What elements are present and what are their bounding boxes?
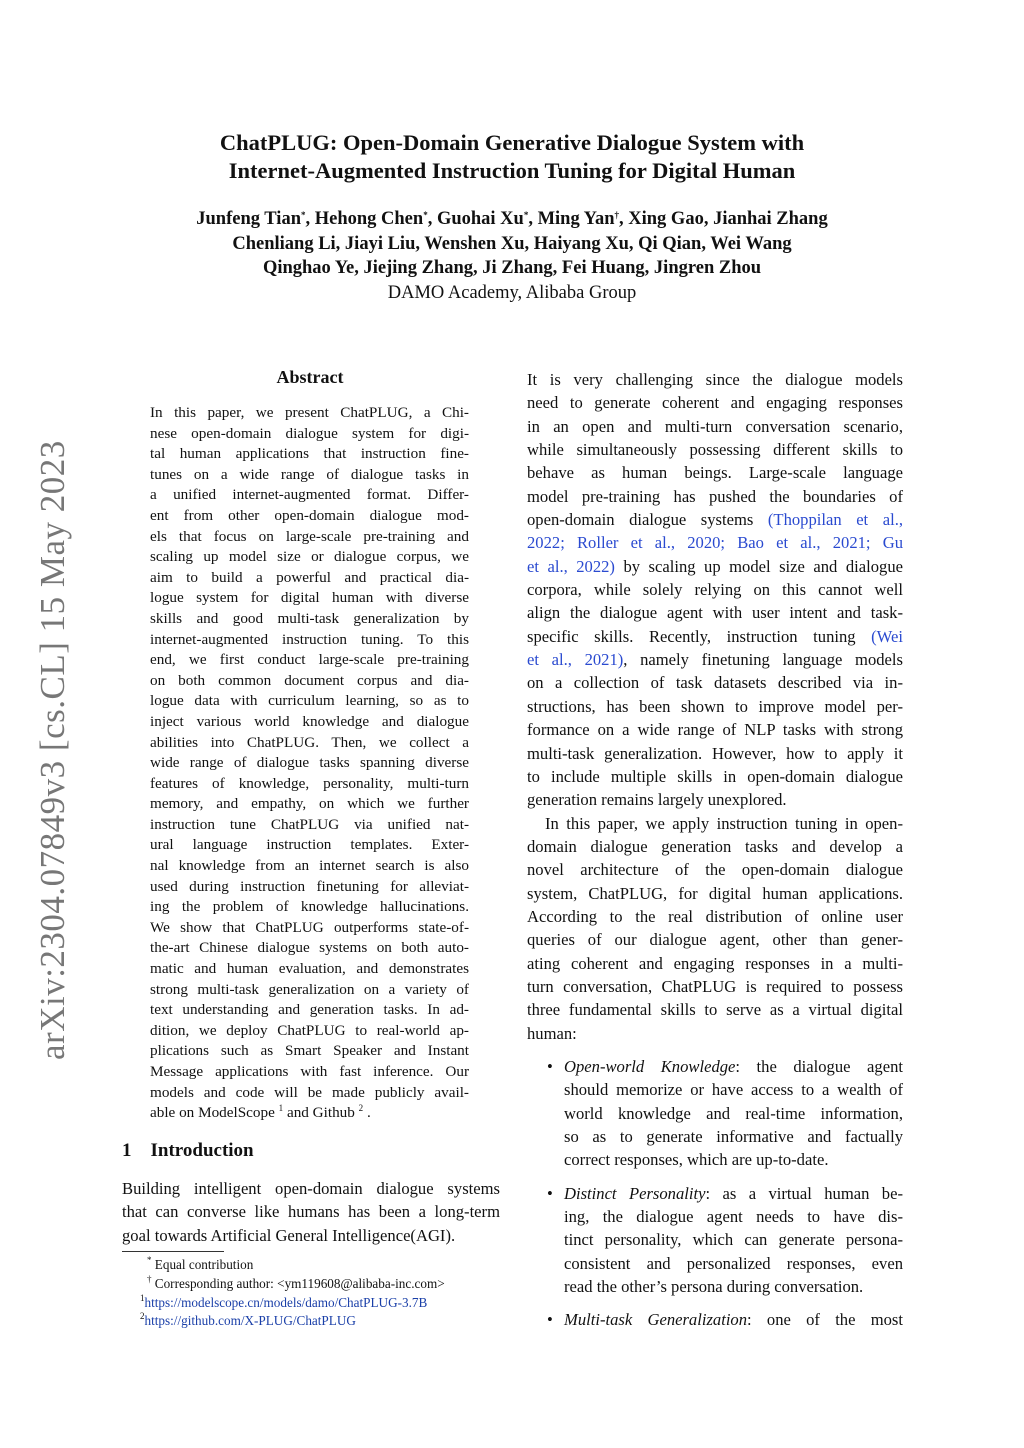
section-number: 1 bbox=[122, 1140, 132, 1161]
body-line: align the dialogue agent with user intent and task- bbox=[527, 603, 903, 623]
body-line: formance on a wide range of NLP tasks with strong bbox=[527, 720, 903, 740]
bullet-dot: • bbox=[547, 1310, 553, 1330]
intro-line: that can converse like humans has been a long-term bbox=[122, 1202, 500, 1222]
abstract-line: aim to build a powerful and practical dia- bbox=[150, 568, 469, 586]
section-heading-introduction bbox=[122, 1140, 254, 1162]
abstract-line: We show that ChatPLUG outperforms state-of- bbox=[150, 918, 469, 936]
github-link[interactable]: https://github.com/X-PLUG/ChatPLUG bbox=[144, 1313, 356, 1329]
author-line-1: Junfeng Tian*, Hehong Chen*, Guohai Xu*, Ming Yan†, Xing Gao, Jianhai Zhang bbox=[196, 209, 828, 229]
footnote-rule bbox=[122, 1251, 224, 1252]
body-line: on a collection of task datasets described via in- bbox=[527, 673, 903, 693]
abstract-line: scaling up model size or dialogue corpus, we bbox=[150, 548, 469, 566]
abstract-line: plications such as Smart Speaker and Instant bbox=[150, 1042, 469, 1060]
abstract-line: ent from other open-domain dialogue mod- bbox=[150, 506, 469, 524]
citation-link[interactable]: (Wei bbox=[871, 626, 903, 646]
abstract-line: a unified internet-augmented format. Differ- bbox=[150, 486, 469, 504]
footnote-corresponding-author: † Corresponding author: <ym119608@alibaba-inc.com> bbox=[147, 1273, 445, 1291]
abstract-line: logue system for digital human with diverse bbox=[150, 589, 469, 607]
citation-link[interactable]: 2022; Roller et al., 2020; Bao et al., 2021; Gu bbox=[527, 533, 903, 553]
abstract-line: strong multi-task generalization on a variety of bbox=[150, 980, 469, 998]
abstract-line: tal human applications that instruction fine- bbox=[150, 445, 469, 463]
bullet-distinct-personality: • Distinct Personality: as a virtual human be- ing, the dialogue agent needs to have dis- tinct personality, which can generate persona- consistent and personalized responses, even read the other’s persona during conversation. bbox=[547, 1183, 903, 1297]
body-line: to include multiple skills in open-domain dialogue bbox=[527, 766, 903, 786]
modelscope-link[interactable]: https://modelscope.cn/models/damo/ChatPLUG-3.7B bbox=[144, 1294, 428, 1310]
intro-line: Building intelligent open-domain dialogue systems bbox=[122, 1179, 500, 1198]
body-line: while simultaneously possessing different skills to bbox=[527, 440, 903, 460]
section-title: Introduction bbox=[150, 1140, 254, 1161]
abstract-line: memory, and empathy, on which we further bbox=[150, 795, 469, 813]
right-column bbox=[527, 368, 903, 1332]
intro-line: goal towards Artificial General Intelligence(AGI). bbox=[122, 1225, 456, 1245]
body-line: queries of our dialogue agent, other than gener- bbox=[527, 930, 903, 950]
body-line: three fundamental skills to serve as a virtual digital bbox=[527, 1000, 903, 1020]
abstract-line: Message applications with fast inference. Our bbox=[150, 1063, 469, 1080]
abstract-line: instruction tune ChatPLUG via unified nat- bbox=[150, 815, 469, 833]
paper-title bbox=[0, 129, 1024, 185]
citation-link[interactable]: et al., 2021) bbox=[527, 650, 624, 670]
abstract-line: internet-augmented instruction tuning. To this bbox=[150, 630, 469, 648]
body-line: domain dialogue generation tasks and develop a bbox=[527, 836, 903, 856]
body-line: multi-task generalization. However, how to apply it bbox=[527, 743, 903, 763]
body-line: open-domain dialogue systems (Thoppilan et al., bbox=[527, 510, 903, 530]
footnote-equal-contribution: * Equal contribution bbox=[147, 1255, 254, 1272]
abstract-line: dition, we deploy ChatPLUG to real-world ap- bbox=[150, 1021, 469, 1039]
author-line-2: Chenliang Li, Jiayi Liu, Wenshen Xu, Haiyang Xu, Qi Qian, Wei Wang bbox=[232, 233, 792, 254]
abstract-line: ing the problem of knowledge hallucinations. bbox=[150, 898, 469, 916]
bullet-dot: • bbox=[547, 1056, 553, 1076]
body-line: system, ChatPLUG, for digital human applications. bbox=[527, 883, 903, 903]
bullet-open-world-knowledge: • Open-world Knowledge: the dialogue agent should memorize or have access to a wealth of world knowledge and real-time information, so as to generate informative and factually correct responses, which are up-to-date. bbox=[547, 1056, 903, 1170]
body-line: corpora, while solely relying on this cannot well bbox=[527, 580, 903, 600]
body-line: model pre-training has pushed the boundaries of bbox=[527, 486, 903, 506]
abstract-line: logue data with curriculum learning, so as to bbox=[150, 692, 469, 710]
title-line-1: ChatPLUG: Open-Domain Generative Dialogue System with bbox=[219, 130, 805, 155]
abstract-line: nese open-domain dialogue system for digi- bbox=[150, 424, 469, 442]
citation-link[interactable]: (Thoppilan et al., bbox=[767, 510, 903, 530]
footnote-2: $^2$https://github.com/X-PLUG/ChatPLUG bbox=[140, 1311, 356, 1329]
body-line: et al., 2021), namely finetuning language models bbox=[527, 650, 903, 670]
title-line-2: Internet-Augmented Instruction Tuning for Digital Human bbox=[228, 158, 796, 183]
abstract-body bbox=[150, 403, 469, 1124]
abstract-line: models and code will be made publicly avail- bbox=[150, 1083, 469, 1101]
abstract-line: on both common document corpus and dia- bbox=[150, 671, 469, 689]
abstract-heading: Abstract bbox=[276, 367, 344, 387]
body-line: need to generate coherent and engaging responses bbox=[527, 393, 903, 413]
abstract-line: els that focus on large-scale pre-training and bbox=[150, 527, 469, 545]
footnote-1: $^1$https://modelscope.cn/models/damo/ChatPLUG-3.7B bbox=[140, 1292, 428, 1310]
footnotes bbox=[140, 1256, 445, 1331]
abstract-line: matic and human evaluation, and demonstrates bbox=[150, 960, 469, 978]
abstract-line: skills and good multi-task generalization by bbox=[150, 609, 469, 627]
body-line: It is very challenging since the dialogue models bbox=[527, 370, 903, 389]
abstract-line: In this paper, we present ChatPLUG, a Chi- bbox=[150, 404, 469, 421]
author-block bbox=[0, 207, 1024, 305]
body-line: In this paper, we apply instruction tuning in open- bbox=[545, 813, 903, 833]
body-line: novel architecture of the open-domain dialogue bbox=[527, 860, 903, 880]
abstract-line: abilities into ChatPLUG. Then, we collect a bbox=[150, 733, 469, 751]
bullet-dot: • bbox=[547, 1183, 553, 1203]
abstract-line: wide range of dialogue tasks spanning diverse bbox=[150, 754, 469, 772]
body-line: behave as human beings. Large-scale language bbox=[527, 463, 903, 483]
author-line-3: Qinghao Ye, Jiejing Zhang, Ji Zhang, Fei Huang, Jingren Zhou bbox=[262, 258, 762, 278]
body-line: in an open and multi-turn conversation scenario, bbox=[527, 416, 903, 436]
footnote-ref-1[interactable]: 1 bbox=[278, 1103, 284, 1114]
footnote-ref-2[interactable]: 2 bbox=[358, 1103, 364, 1114]
body-line: turn conversation, ChatPLUG is required to possess bbox=[527, 976, 903, 996]
citation-link[interactable]: et al., 2022) bbox=[527, 556, 615, 576]
abstract-line: text understanding and generation tasks. In ad- bbox=[150, 1001, 469, 1019]
abstract-line: ural language instruction templates. Exter- bbox=[150, 836, 469, 854]
body-line: generation remains largely unexplored. bbox=[527, 790, 787, 810]
affiliation: DAMO Academy, Alibaba Group bbox=[387, 282, 637, 303]
abstract-line: used during instruction finetuning for alleviat- bbox=[150, 877, 469, 895]
body-line: human: bbox=[527, 1023, 577, 1043]
arxiv-sidebar-stamp: arXiv:2304.07849v3 [cs.CL] 15 May 2023 bbox=[33, 440, 72, 1060]
abstract-line: features of knowledge, personality, multi-turn bbox=[150, 774, 469, 792]
abstract-line: nal knowledge from an internet search is also bbox=[150, 857, 469, 875]
bullet-multi-task-generalization: • Multi-task Generalization: one of the most bbox=[527, 1308, 903, 1331]
body-line: et al., 2022) by scaling up model size and dialogue bbox=[527, 556, 903, 576]
body-line: ating coherent and engaging responses in a multi- bbox=[527, 953, 903, 973]
abstract-last-line: able on ModelScope $^1$ and Github $^2$ . bbox=[150, 1103, 371, 1122]
abstract-line: end, we first conduct large-scale pre-training bbox=[150, 651, 469, 669]
introduction-left-text bbox=[122, 1177, 500, 1247]
body-line: structions, has been shown to improve model per- bbox=[527, 696, 903, 716]
body-line: According to the real distribution of online user bbox=[527, 906, 903, 926]
body-line: specific skills. Recently, instruction tuning (Wei bbox=[527, 626, 903, 646]
abstract-line: tunes on a wide range of dialogue tasks in bbox=[150, 465, 469, 483]
abstract-line: inject various world knowledge and dialogue bbox=[150, 712, 469, 730]
abstract-line: the-art Chinese dialogue systems on both auto- bbox=[150, 939, 469, 957]
